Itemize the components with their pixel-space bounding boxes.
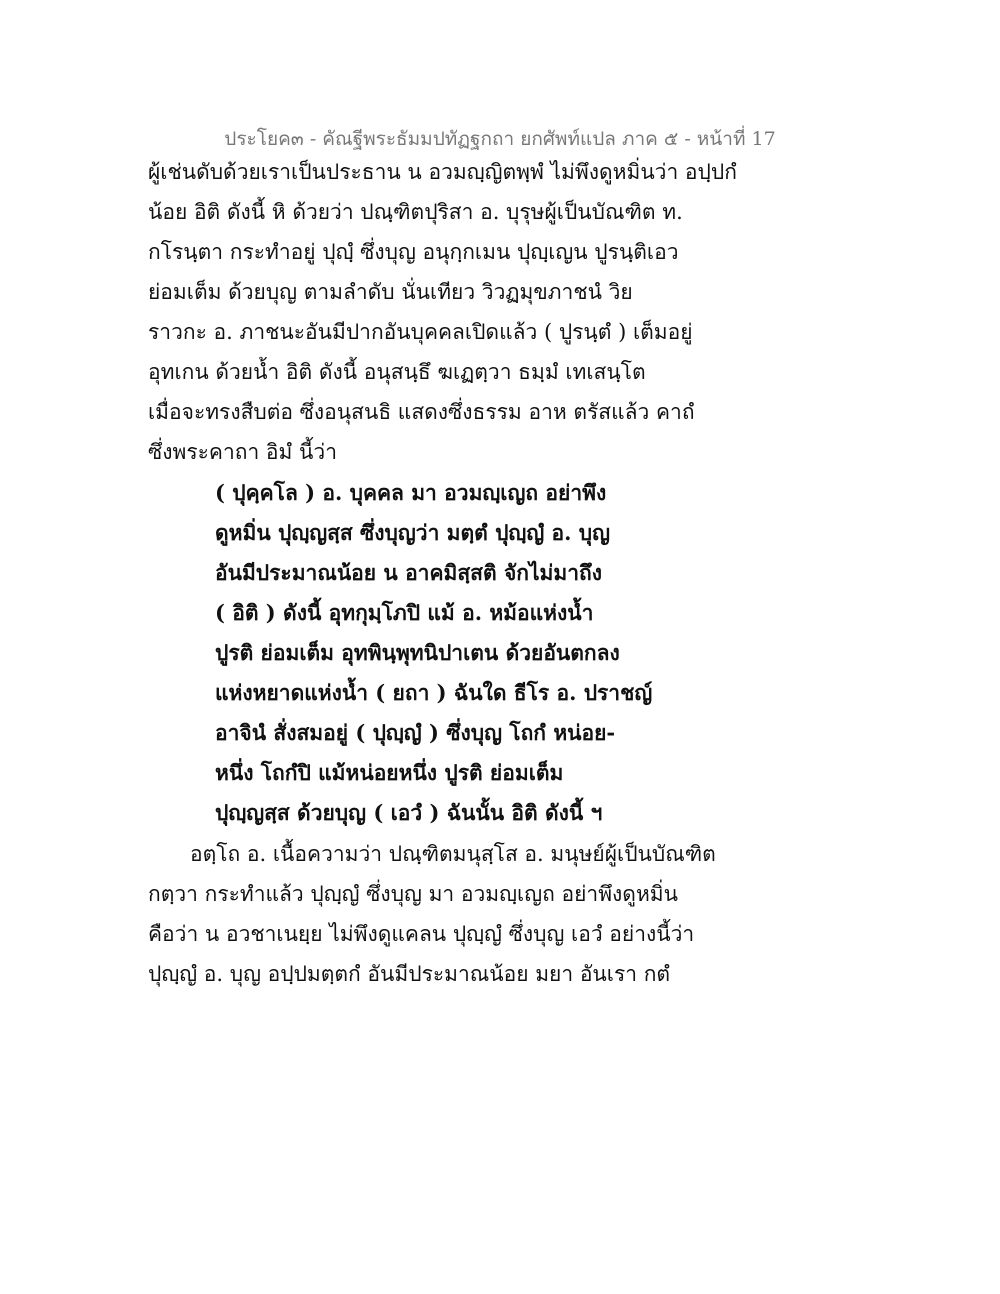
verse-line: อันมีประมาณน้อย น อาคมิสฺสติ จักไม่มาถึง: [215, 560, 602, 585]
page-header: [0, 124, 1000, 154]
page-header-text: ประโยค๓ - คัณฐีพระธัมมปทัฏฐกถา ยกศัพท์แปล ภาค ๕ - หน้าที่ 17: [224, 128, 776, 150]
prose-line: คือว่า น อวชาเนยฺย ไม่พึงดูแคลน ปุญฺญํ ซึ่งบุญ เอวํ อย่างนี้ว่า: [148, 922, 695, 946]
verse-line: อาจินํ สั่งสมอยู่ ( ปุญฺญํ ) ซึ่งบุญ โถกํ หน่อย-: [215, 720, 616, 745]
prose-line: กตฺวา กระทำแล้ว ปุญฺญํ ซึ่งบุญ มา อวมญฺเญถ อย่าพึงดูหมิ่น: [148, 882, 678, 906]
verse-line: ปุญฺญสฺส ด้วยบุญ ( เอวํ ) ฉันนั้น อิติ ดังนี้ ฯ: [215, 800, 603, 825]
verse-line: ปูรติ ย่อมเต็ม อุทพินฺพุทนิปาเตน ด้วยอันตกลง: [215, 640, 620, 665]
verse-line: ( ปุคฺคโล ) อ. บุคคล มา อวมญฺเญถ อย่าพึง: [215, 480, 607, 505]
prose-line: อุทเกน ด้วยน้ำ อิติ ดังนี้ อนุสนฺธึ ฆเฏตฺวา ธมฺมํ เทเสนฺโต: [148, 360, 646, 384]
prose-line: น้อย อิติ ดังนี้ หิ ด้วยว่า ปณฺฑิตปุริสา อ. บุรุษผู้เป็นบัณฑิต ท.: [148, 200, 683, 224]
prose-line: ย่อมเต็ม ด้วยบุญ ตามลำดับ นั่นเทียว วิวฏมุขภาชนํ วิย: [148, 280, 633, 304]
prose-line: ปุญฺญํ อ. บุญ อปฺปมตฺตกํ อันมีประมาณน้อย มยา อันเรา กตํ: [148, 962, 671, 986]
prose-line-indented: อตฺโถ อ. เนื้อความว่า ปณฺฑิตมนุสฺโส อ. มนุษย์ผู้เป็นบัณฑิต: [190, 842, 716, 866]
prose-line: กโรนฺตา กระทำอยู่ ปุญฺํ ซึ่งบุญ อนุกฺกเมน ปุญฺเญน ปูรนฺติเอว: [148, 240, 679, 264]
verse-line: ดูหมิ่น ปุญฺญสฺส ซึ่งบุญว่า มตฺตํ ปุญฺญํ อ. บุญ: [215, 520, 610, 545]
prose-line: ผู้เช่นดับด้วยเราเป็นประธาน น อวมญฺญิตพฺพํ ไม่พึงดูหมิ่นว่า อปฺปกํ: [148, 160, 737, 184]
verse-line: หนึ่ง โถกํปิ แม้หน่อยหนึ่ง ปูรติ ย่อมเต็ม: [215, 760, 564, 785]
prose-line: เมื่อจะทรงสืบต่อ ซึ่งอนุสนธิ แสดงซึ่งธรรม อาห ตรัสแล้ว คาถํ: [148, 400, 695, 424]
verse-line: แห่งหยาดแห่งน้ำ ( ยถา ) ฉันใด ธีโร อ. ปราชญ์: [215, 680, 653, 705]
verse-line: ( อิติ ) ดังนี้ อุทกุมฺโภปิ แม้ อ. หม้อแห่งน้ำ: [215, 600, 594, 625]
prose-line: ราวกะ อ. ภาชนะอันมีปากอันบุคคลเปิดแล้ว ( ปูรนฺตํ ) เต็มอยู่: [148, 320, 693, 344]
prose-line: ซึ่งพระคาถา อิมํ นี้ว่า: [148, 440, 337, 464]
